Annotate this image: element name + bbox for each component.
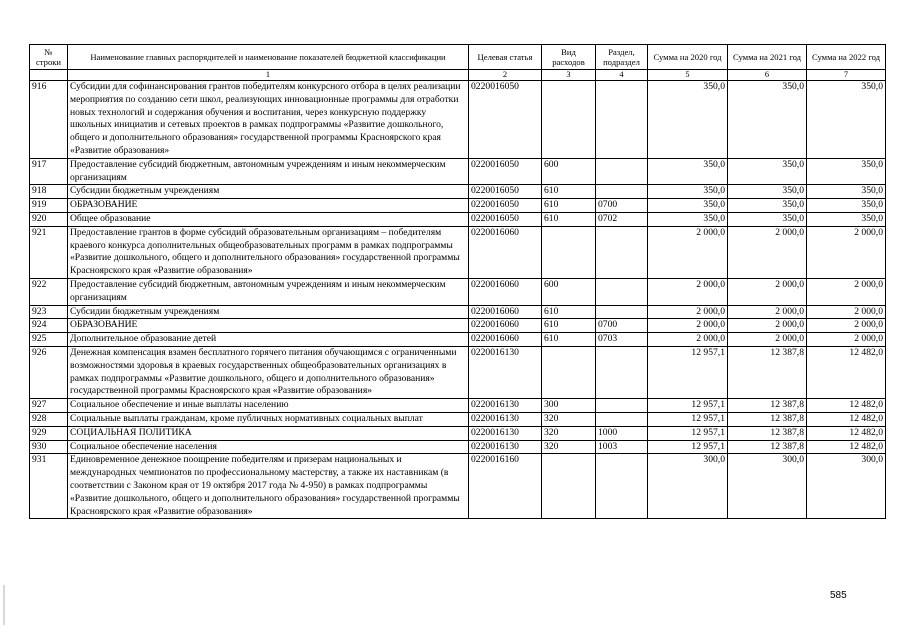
row-amount-2021: 2 000,0	[728, 333, 807, 347]
row-amount-2021: 350,0	[728, 158, 807, 185]
row-name: Субсидии бюджетным учреждениям	[68, 185, 469, 199]
header-2021: Сумма на 2021 год	[728, 45, 807, 70]
column-number: 1	[68, 70, 469, 81]
row-amount-2020: 350,0	[648, 81, 728, 159]
row-name: Предоставление субсидий бюджетным, автономным учреждениям и иным некоммерческим организациям	[68, 158, 469, 185]
row-number: 918	[30, 185, 68, 199]
row-section: 0703	[596, 333, 648, 347]
header-2022: Сумма на 2022 год	[807, 45, 886, 70]
row-target-article: 0220016060	[469, 278, 542, 305]
column-number: 5	[648, 70, 728, 81]
row-expense-type	[542, 81, 596, 159]
row-name: ОБРАЗОВАНИЕ	[68, 319, 469, 333]
row-amount-2020: 12 957,1	[648, 346, 728, 398]
row-target-article: 0220016050	[469, 158, 542, 185]
row-target-article: 0220016130	[469, 412, 542, 426]
row-section	[596, 226, 648, 278]
row-expense-type: 610	[542, 199, 596, 213]
row-number: 926	[30, 346, 68, 398]
table-row	[30, 81, 886, 159]
row-target-article: 0220016060	[469, 305, 542, 319]
table-header-row	[30, 45, 886, 70]
row-name: Социальное обеспечение и иные выплаты населению	[68, 399, 469, 413]
row-target-article: 0220016050	[469, 81, 542, 159]
row-number: 921	[30, 226, 68, 278]
row-target-article: 0220016060	[469, 226, 542, 278]
row-expense-type: 610	[542, 212, 596, 226]
row-amount-2022: 2 000,0	[807, 333, 886, 347]
row-amount-2021: 12 387,8	[728, 440, 807, 454]
row-target-article: 0220016050	[469, 185, 542, 199]
budget-table-container	[29, 44, 885, 519]
row-amount-2020: 12 957,1	[648, 399, 728, 413]
row-amount-2020: 12 957,1	[648, 412, 728, 426]
row-name: Единовременное денежное поощрение победителям и призерам национальных и международных чемпионатов по профессиональному мастерству, а также их наставникам (в соответствии с Законом края от 19 октября 2017 года № 4-950) в рамках подпрограммы «Развитие дошкольного, общего и дополнительного образования» государственной программы Красноярского края «Развитие образования»	[68, 454, 469, 519]
table-row	[30, 440, 886, 454]
row-amount-2021: 2 000,0	[728, 226, 807, 278]
row-name: ОБРАЗОВАНИЕ	[68, 199, 469, 213]
row-amount-2021: 350,0	[728, 199, 807, 213]
header-section: Раздел, подраздел	[596, 45, 648, 70]
row-amount-2022: 12 482,0	[807, 440, 886, 454]
row-name: Социальное обеспечение населения	[68, 440, 469, 454]
table-body	[30, 81, 886, 519]
row-amount-2020: 2 000,0	[648, 226, 728, 278]
row-section	[596, 158, 648, 185]
row-amount-2021: 12 387,8	[728, 346, 807, 398]
row-expense-type: 320	[542, 426, 596, 440]
table-row	[30, 185, 886, 199]
column-number: 4	[596, 70, 648, 81]
row-amount-2020: 2 000,0	[648, 319, 728, 333]
row-amount-2021: 12 387,8	[728, 412, 807, 426]
table-row	[30, 212, 886, 226]
header-code: Целевая статья	[469, 45, 542, 70]
table-row	[30, 226, 886, 278]
row-number: 928	[30, 412, 68, 426]
row-amount-2020: 12 957,1	[648, 426, 728, 440]
row-amount-2021: 2 000,0	[728, 319, 807, 333]
row-number: 930	[30, 440, 68, 454]
row-amount-2022: 12 482,0	[807, 346, 886, 398]
row-name: Субсидии бюджетным учреждениям	[68, 305, 469, 319]
row-section	[596, 399, 648, 413]
row-section: 0700	[596, 319, 648, 333]
row-amount-2022: 2 000,0	[807, 319, 886, 333]
row-number: 924	[30, 319, 68, 333]
row-amount-2021: 350,0	[728, 81, 807, 159]
row-section	[596, 412, 648, 426]
row-number: 917	[30, 158, 68, 185]
row-number: 929	[30, 426, 68, 440]
row-expense-type: 600	[542, 158, 596, 185]
row-amount-2022: 300,0	[807, 454, 886, 519]
row-target-article: 0220016130	[469, 346, 542, 398]
row-target-article: 0220016130	[469, 399, 542, 413]
header-num: № строки	[30, 45, 68, 70]
row-name: Субсидии для софинансирования грантов победителям конкурсного отбора в целях реализации мероприятия по созданию сети школ, реализующих инновационные программы для отработки новых технологий и содержания обучения и воспитания, через конкурсную поддержку школьных инициатив и сетевых проектов в рамках подпрограммы «Развитие дошкольного, общего и дополнительного образования» государственной программы Красноярского края «Развитие образования»	[68, 81, 469, 159]
row-number: 919	[30, 199, 68, 213]
row-amount-2020: 350,0	[648, 199, 728, 213]
row-section	[596, 278, 648, 305]
row-name: Предоставление грантов в форме субсидий образовательным организациям – победителям краевого конкурса дополнительных общеобразовательных программ в рамках подпрограммы «Развитие дошкольного, общего и дополнительного образования» государственной программы Красноярского края «Развитие образования»	[68, 226, 469, 278]
table-row	[30, 454, 886, 519]
row-amount-2020: 2 000,0	[648, 333, 728, 347]
column-number: 2	[469, 70, 542, 81]
column-number-row	[30, 70, 886, 81]
row-expense-type: 600	[542, 278, 596, 305]
row-number: 925	[30, 333, 68, 347]
row-name: Предоставление субсидий бюджетным, автономным учреждениям и иным некоммерческим организациям	[68, 278, 469, 305]
row-amount-2022: 2 000,0	[807, 226, 886, 278]
row-amount-2022: 350,0	[807, 199, 886, 213]
row-target-article: 0220016060	[469, 319, 542, 333]
row-number: 916	[30, 81, 68, 159]
header-name: Наименование главных распорядителей и наименование показателей бюджетной классификации	[68, 45, 469, 70]
row-amount-2022: 350,0	[807, 81, 886, 159]
row-section: 0702	[596, 212, 648, 226]
row-section	[596, 81, 648, 159]
row-amount-2021: 350,0	[728, 212, 807, 226]
row-amount-2020: 350,0	[648, 212, 728, 226]
page-number: 585	[830, 590, 847, 601]
row-target-article: 0220016130	[469, 440, 542, 454]
row-expense-type: 610	[542, 305, 596, 319]
row-expense-type: 610	[542, 185, 596, 199]
row-expense-type: 610	[542, 333, 596, 347]
row-amount-2020: 12 957,1	[648, 440, 728, 454]
row-target-article: 0220016050	[469, 199, 542, 213]
row-amount-2020: 300,0	[648, 454, 728, 519]
row-amount-2021: 12 387,8	[728, 426, 807, 440]
row-number: 920	[30, 212, 68, 226]
row-amount-2021: 300,0	[728, 454, 807, 519]
column-number: 7	[807, 70, 886, 81]
table-row	[30, 305, 886, 319]
row-amount-2021: 12 387,8	[728, 399, 807, 413]
row-target-article: 0220016130	[469, 426, 542, 440]
row-number: 927	[30, 399, 68, 413]
row-section	[596, 305, 648, 319]
row-amount-2021: 2 000,0	[728, 278, 807, 305]
row-expense-type	[542, 454, 596, 519]
row-amount-2022: 12 482,0	[807, 412, 886, 426]
table-row	[30, 278, 886, 305]
table-row	[30, 399, 886, 413]
row-expense-type: 300	[542, 399, 596, 413]
table-row	[30, 199, 886, 213]
row-amount-2022: 2 000,0	[807, 278, 886, 305]
row-amount-2020: 350,0	[648, 158, 728, 185]
table-row	[30, 426, 886, 440]
row-section	[596, 454, 648, 519]
row-expense-type: 610	[542, 319, 596, 333]
table-row	[30, 319, 886, 333]
scan-edge-mark	[3, 585, 5, 625]
table-row	[30, 346, 886, 398]
row-name: Дополнительное образование детей	[68, 333, 469, 347]
row-amount-2021: 350,0	[728, 185, 807, 199]
row-number: 931	[30, 454, 68, 519]
table-row	[30, 158, 886, 185]
row-expense-type	[542, 226, 596, 278]
row-amount-2021: 2 000,0	[728, 305, 807, 319]
row-expense-type	[542, 346, 596, 398]
row-name: СОЦИАЛЬНАЯ ПОЛИТИКА	[68, 426, 469, 440]
column-number: 6	[728, 70, 807, 81]
row-amount-2022: 2 000,0	[807, 305, 886, 319]
row-section	[596, 346, 648, 398]
row-section	[596, 185, 648, 199]
row-amount-2020: 350,0	[648, 185, 728, 199]
row-amount-2020: 2 000,0	[648, 305, 728, 319]
row-amount-2022: 350,0	[807, 158, 886, 185]
row-target-article: 0220016060	[469, 333, 542, 347]
row-amount-2022: 350,0	[807, 185, 886, 199]
row-section: 1000	[596, 426, 648, 440]
row-name: Денежная компенсация взамен бесплатного горячего питания обучающимся с ограниченными возможностями здоровья в краевых государственных общеобразовательных организациях в рамках подпрограммы «Развитие дошкольного, общего и дополнительного образования» государственной программы Красноярского края «Развитие образования»	[68, 346, 469, 398]
row-expense-type: 320	[542, 412, 596, 426]
table-row	[30, 412, 886, 426]
row-section: 0700	[596, 199, 648, 213]
row-name: Общее образование	[68, 212, 469, 226]
column-number: 3	[542, 70, 596, 81]
column-number-blank	[30, 70, 68, 81]
row-section: 1003	[596, 440, 648, 454]
row-amount-2022: 12 482,0	[807, 399, 886, 413]
header-vid: Вид расходов	[542, 45, 596, 70]
row-amount-2020: 2 000,0	[648, 278, 728, 305]
row-target-article: 0220016160	[469, 454, 542, 519]
row-amount-2022: 350,0	[807, 212, 886, 226]
header-2020: Сумма на 2020 год	[648, 45, 728, 70]
table-row	[30, 333, 886, 347]
row-number: 922	[30, 278, 68, 305]
row-amount-2022: 12 482,0	[807, 426, 886, 440]
row-expense-type: 320	[542, 440, 596, 454]
budget-table	[29, 44, 886, 519]
row-number: 923	[30, 305, 68, 319]
row-name: Социальные выплаты гражданам, кроме публичных нормативных социальных выплат	[68, 412, 469, 426]
row-target-article: 0220016050	[469, 212, 542, 226]
